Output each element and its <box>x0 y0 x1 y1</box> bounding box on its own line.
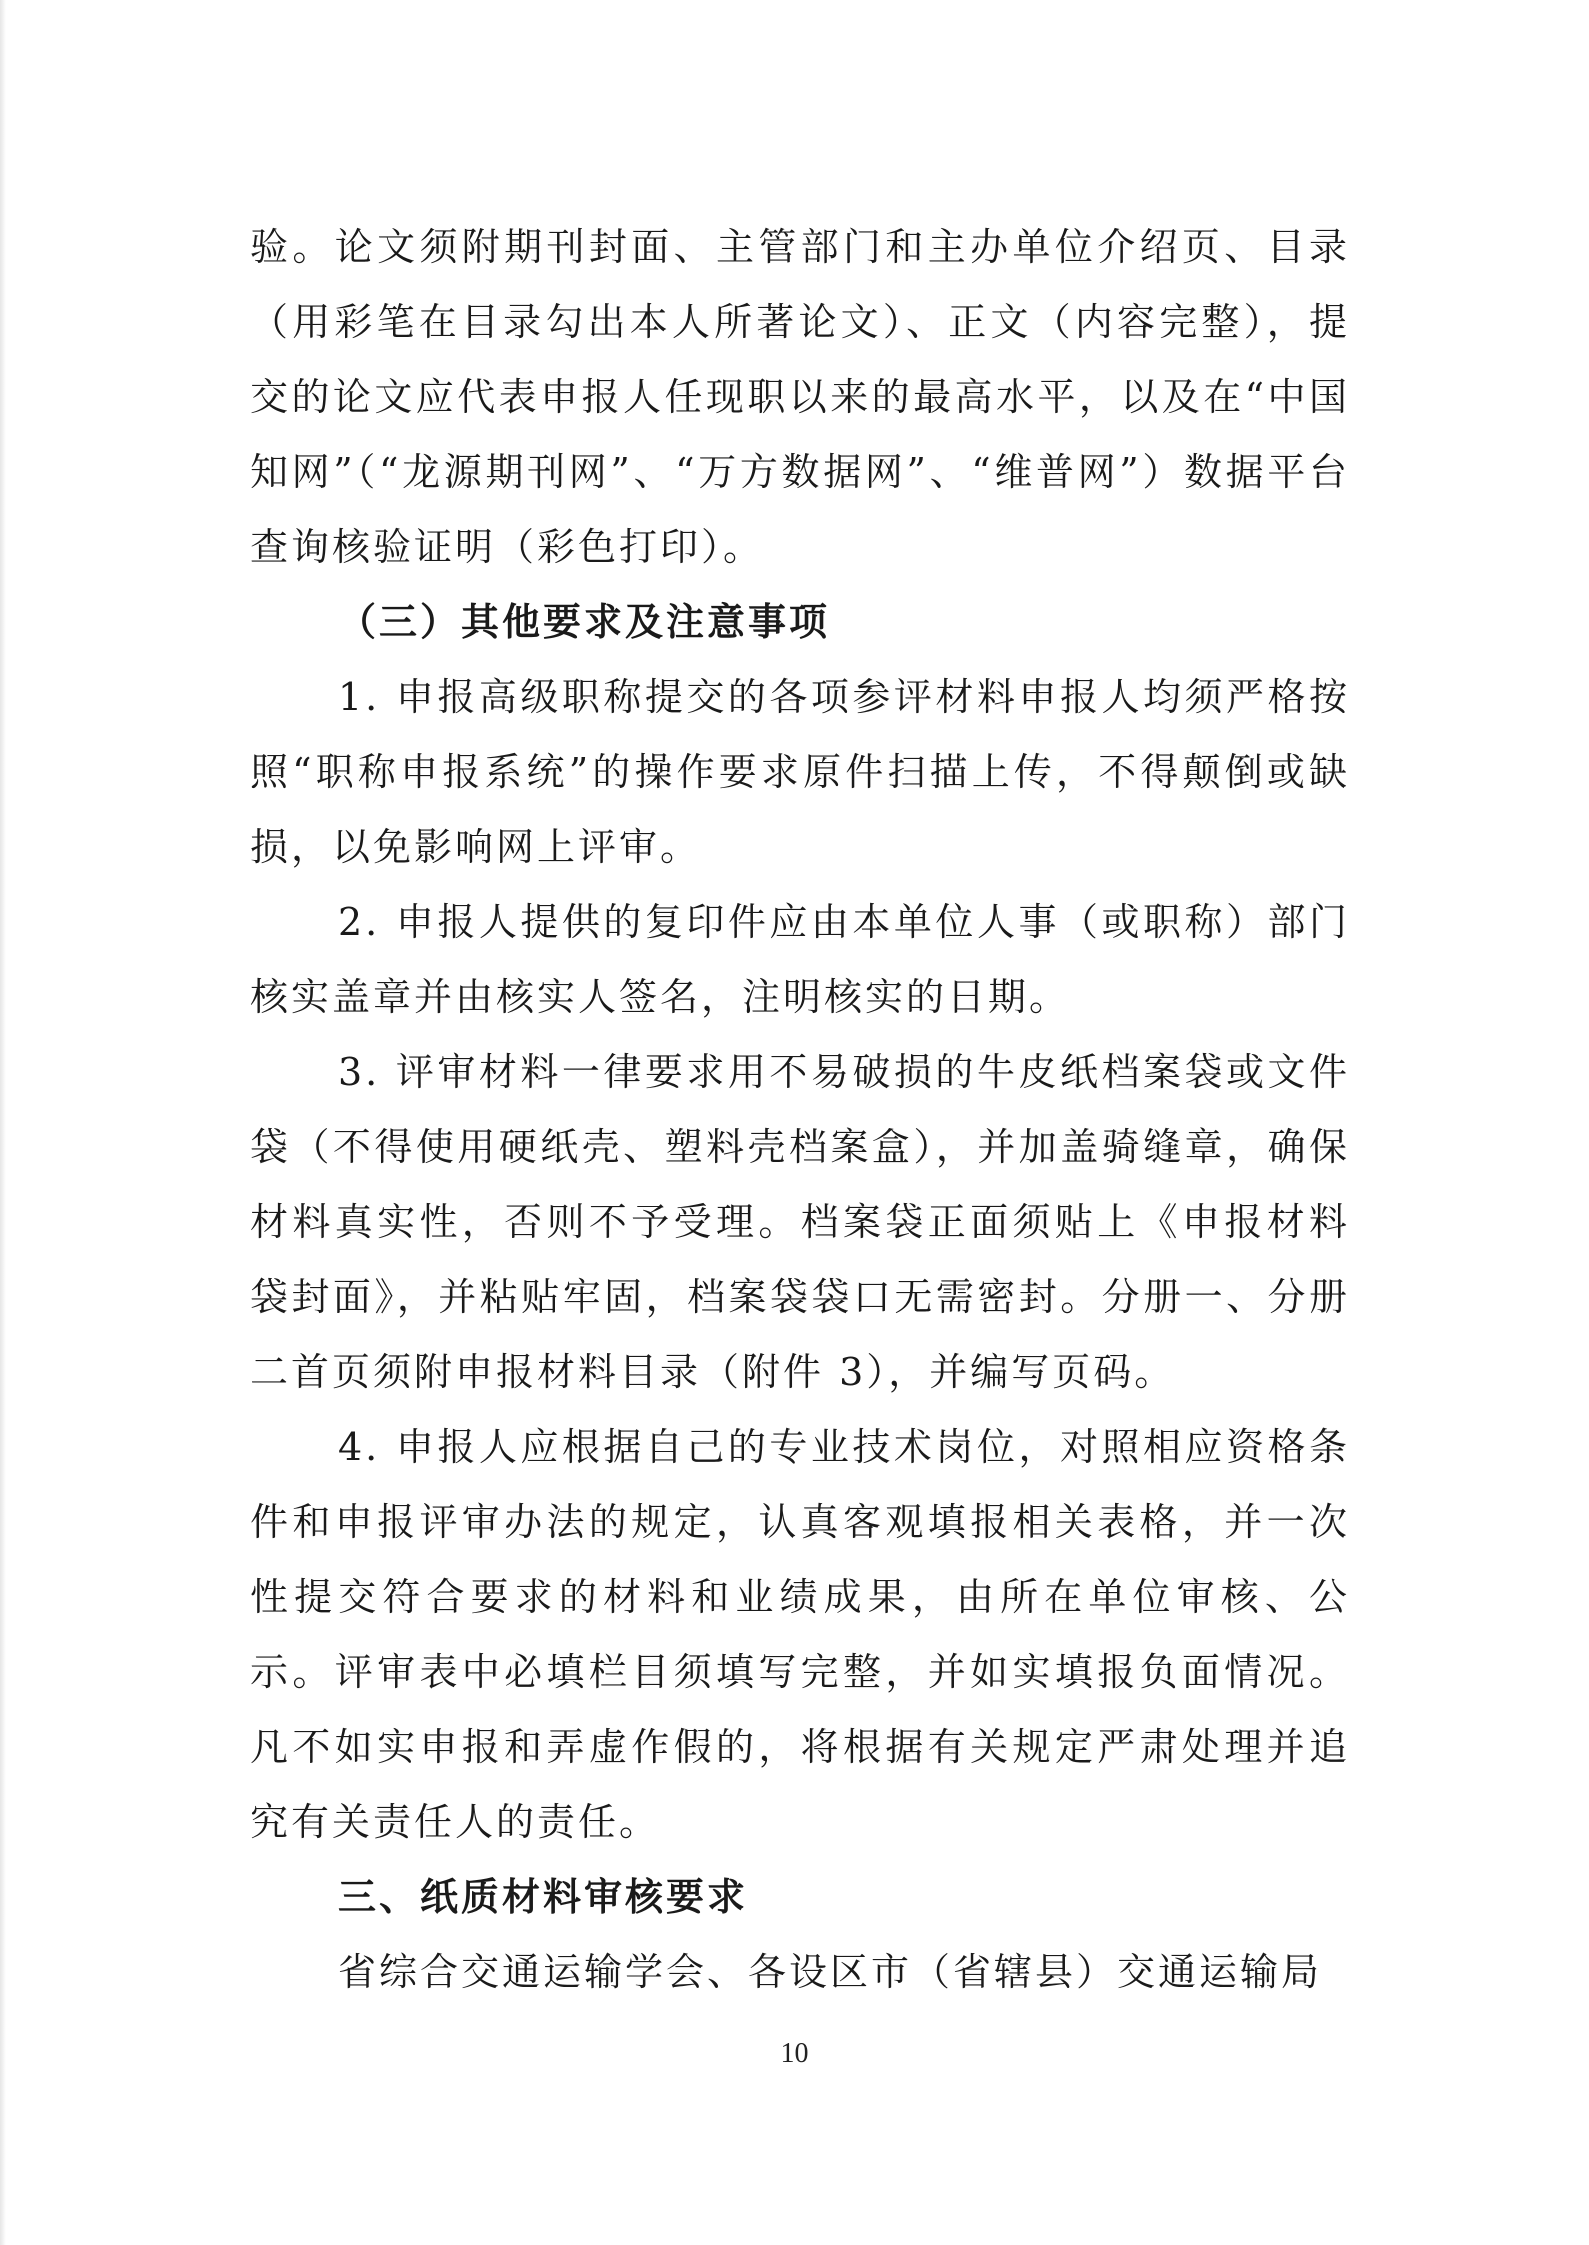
paragraph-review-intro: 省综合交通运输学会、各设区市（省辖县）交通运输局 <box>338 1950 1323 1994</box>
paragraph-item-1: 1. 申报高级职称提交的各项参评材料申报人均须严格按照“职称申报系统”的操作要求原件扫描上传，不得颠倒或缺损，以免影响网上评审。 <box>250 675 1350 869</box>
section-heading-other-requirements: （三）其他要求及注意事项 <box>338 600 831 644</box>
paragraph-item-3: 3. 评审材料一律要求用不易破损的牛皮纸档案袋或文件袋（不得使用硬纸壳、塑料壳档案盒），并加盖骑缝章，确保材料真实性，否则不予受理。档案袋正面须贴上《申报材料袋封面》，并粘贴牢固，档案袋袋口无需密封。分册一、分册二首页须附申报材料目录（附件 3），并编写页码。 <box>250 1050 1350 1394</box>
page-number: 10 <box>780 2038 809 2069</box>
section-heading-paper-review: 三、纸质材料审核要求 <box>338 1875 749 1919</box>
paragraph-item-2: 2. 申报人提供的复印件应由本单位人事（或职称）部门核实盖章并由核实人签名，注明核实的日期。 <box>250 900 1350 1019</box>
paragraph-paper-requirements: 验。论文须附期刊封面、主管部门和主办单位介绍页、目录（用彩笔在目录勾出本人所著论文）、正文（内容完整），提交的论文应代表申报人任现职以来的最高水平，以及在“中国知网”（“龙源期刊网”、“万方数据网”、“维普网”）数据平台查询核验证明（彩色打印）。 <box>250 225 1350 569</box>
paragraph-item-4: 4. 申报人应根据自己的专业技术岗位，对照相应资格条件和申报评审办法的规定，认真客观填报相关表格，并一次性提交符合要求的材料和业绩成果，由所在单位审核、公示。评审表中必填栏目须填写完整，并如实填报负面情况。凡不如实申报和弄虚作假的，将根据有关规定严肃处理并追究有关责任人的责任。 <box>250 1425 1350 1844</box>
page-edge-shadow <box>0 0 6 2245</box>
document-body <box>250 210 1350 2010</box>
